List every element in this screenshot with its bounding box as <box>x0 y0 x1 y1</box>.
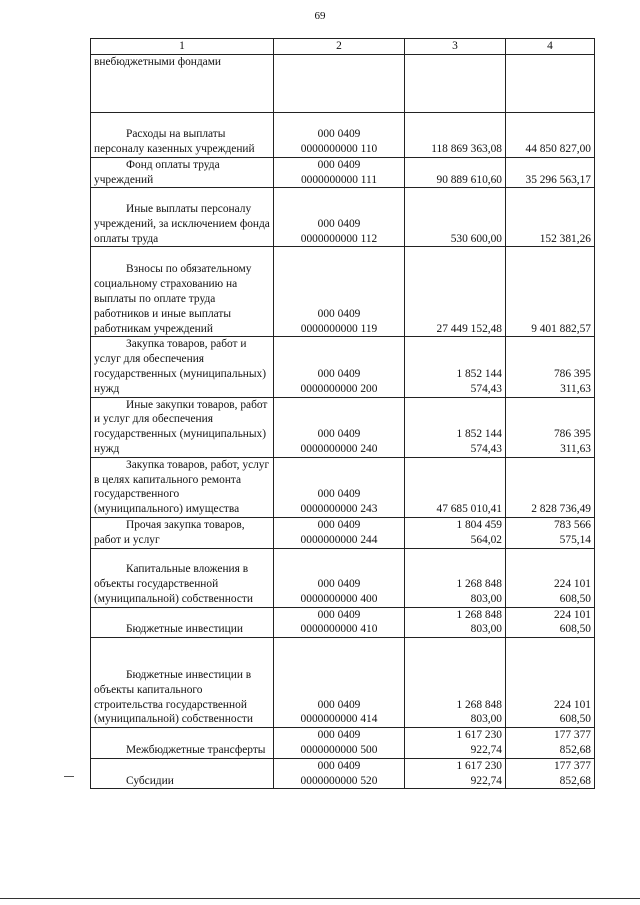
table-row <box>91 337 595 397</box>
code-line: 0000000000 112 <box>300 232 378 245</box>
value-text: 177 377 <box>553 759 591 772</box>
row-name <box>91 548 274 607</box>
value-text: 922,74 <box>470 743 502 756</box>
value-col-3 <box>405 397 506 457</box>
row-code <box>274 188 405 247</box>
value-text: 803,00 <box>470 592 502 605</box>
code-line: 000 0409 <box>317 158 361 171</box>
row-name-text: Капитальные вложения в объекты государственной (муниципальной) собственности <box>94 563 253 605</box>
row-code <box>274 607 405 638</box>
table-row <box>91 517 595 548</box>
header-col-4: 4 <box>506 39 595 55</box>
code-line: 0000000000 520 <box>300 774 378 787</box>
row-name <box>91 112 274 157</box>
code-line: 0000000000 200 <box>300 382 378 395</box>
value-col-4 <box>506 548 595 607</box>
value-text: 90 889 610,60 <box>436 173 502 186</box>
value-text: 1 617 230 <box>456 759 502 772</box>
value-col-4 <box>506 157 595 188</box>
code-line: 000 0409 <box>317 759 361 772</box>
table-row <box>91 157 595 188</box>
code-line: 000 0409 <box>317 518 361 531</box>
value-text: 564,02 <box>470 533 502 546</box>
value-col-4 <box>506 247 595 337</box>
value-col-3 <box>405 758 506 789</box>
value-text: 852,68 <box>559 774 591 787</box>
value-text: 922,74 <box>470 774 502 787</box>
row-name <box>91 188 274 247</box>
row-name <box>91 638 274 728</box>
row-name-text: внебюджетными фондами <box>94 55 222 68</box>
table-row <box>91 247 595 337</box>
row-code <box>274 112 405 157</box>
row-name-text: Бюджетные инвестиции <box>126 623 243 636</box>
value-col-3 <box>405 517 506 548</box>
table-row <box>91 112 595 157</box>
value-col-3 <box>405 337 506 397</box>
value-col-3 <box>405 247 506 337</box>
value-col-4 <box>506 397 595 457</box>
row-name-text: Расходы на выплаты персоналу казенных учреждений <box>94 128 255 155</box>
value-col-4 <box>506 607 595 638</box>
code-line: 0000000000 240 <box>300 442 378 455</box>
value-text: 1 852 144 <box>456 428 502 441</box>
value-text: 803,00 <box>470 713 502 726</box>
row-name <box>91 157 274 188</box>
value-col-4 <box>506 457 595 517</box>
table-row <box>91 638 595 728</box>
table-row <box>91 188 595 247</box>
row-name-text: Иные закупки товаров, работ и услуг для обеспечения государственных (муниципальных) нужд <box>94 398 268 455</box>
value-col-3 <box>405 638 506 728</box>
row-name <box>91 607 274 638</box>
value-text: 574,43 <box>470 442 502 455</box>
row-code <box>274 157 405 188</box>
value-text: 1 268 848 <box>456 577 502 590</box>
row-code <box>274 728 405 759</box>
row-name-text: Фонд оплаты труда учреждений <box>94 158 220 186</box>
value-text: 27 449 152,48 <box>436 322 502 335</box>
header-col-2: 2 <box>274 39 405 55</box>
code-line: 000 0409 <box>317 608 361 621</box>
value-col-3 <box>405 157 506 188</box>
code-line: 0000000000 414 <box>300 713 378 726</box>
value-text: 530 600,00 <box>450 232 502 245</box>
value-col-4 <box>506 728 595 759</box>
value-col-4 <box>506 112 595 157</box>
value-col-4 <box>506 638 595 728</box>
row-name <box>91 758 274 789</box>
row-name <box>91 728 274 759</box>
code-line: 000 0409 <box>317 488 361 501</box>
value-text: 1 268 848 <box>456 608 502 621</box>
value-text: 574,43 <box>470 382 502 395</box>
page-bottom-edge <box>0 898 640 899</box>
value-text: 608,50 <box>559 592 591 605</box>
row-name <box>91 247 274 337</box>
scan-mark <box>64 776 74 777</box>
value-text: 1 617 230 <box>456 729 502 742</box>
row-code <box>274 54 405 112</box>
code-line: 000 0409 <box>317 729 361 742</box>
code-line: 0000000000 500 <box>300 743 378 756</box>
value-text: 311,63 <box>560 442 591 455</box>
value-col-4 <box>506 758 595 789</box>
row-name <box>91 337 274 397</box>
code-line: 0000000000 243 <box>300 503 378 516</box>
code-line: 000 0409 <box>317 577 361 590</box>
header-col-3: 3 <box>405 39 506 55</box>
value-col-3 <box>405 607 506 638</box>
code-line: 000 0409 <box>317 428 361 441</box>
value-text: 9 401 882,57 <box>531 322 591 335</box>
code-line: 000 0409 <box>317 367 361 380</box>
value-col-3 <box>405 457 506 517</box>
table-row <box>91 758 595 789</box>
row-code <box>274 337 405 397</box>
code-line: 0000000000 400 <box>300 592 378 605</box>
value-text: 786 395 <box>553 428 591 441</box>
table-row <box>91 397 595 457</box>
value-text: 311,63 <box>560 382 591 395</box>
value-text: 118 869 363,08 <box>431 143 502 155</box>
value-text: 2 828 736,49 <box>531 503 591 516</box>
table-row <box>91 54 595 112</box>
value-text: 783 566 <box>553 518 591 531</box>
row-code <box>274 758 405 789</box>
value-text: 608,50 <box>559 623 591 636</box>
value-text: 1 804 459 <box>456 518 502 531</box>
value-col-4 <box>506 188 595 247</box>
value-text: 575,14 <box>559 533 591 546</box>
row-name-text: Закупка товаров, работ и услуг для обеспечения государственных (муниципальных) нужд <box>94 338 267 395</box>
row-code <box>274 247 405 337</box>
page-number: 69 <box>314 10 326 22</box>
code-line: 0000000000 244 <box>300 533 378 546</box>
code-line: 000 0409 <box>317 307 361 320</box>
value-col-3 <box>405 188 506 247</box>
header-col-1: 1 <box>91 39 274 55</box>
budget-table <box>90 38 595 789</box>
value-text: 224 101 <box>553 608 591 621</box>
value-col-3 <box>405 548 506 607</box>
value-col-4 <box>506 517 595 548</box>
row-name <box>91 517 274 548</box>
table-row <box>91 607 595 638</box>
value-text: 1 852 144 <box>456 367 502 380</box>
row-code <box>274 517 405 548</box>
row-code <box>274 548 405 607</box>
row-name <box>91 397 274 457</box>
value-col-3 <box>405 112 506 157</box>
table-row <box>91 548 595 607</box>
row-name-text: Закупка товаров, работ, услуг в целях капитального ремонта государственного (муниципального) имущества <box>94 458 270 516</box>
value-col-3 <box>405 728 506 759</box>
value-text: 152 381,26 <box>539 232 591 245</box>
value-text: 786 395 <box>553 367 591 380</box>
row-code <box>274 397 405 457</box>
code-line: 0000000000 110 <box>300 143 378 155</box>
code-line: 0000000000 119 <box>300 322 378 335</box>
row-code <box>274 638 405 728</box>
value-col-4 <box>506 54 595 112</box>
value-text: 608,50 <box>559 713 591 726</box>
value-text: 35 296 563,17 <box>525 173 591 186</box>
row-name-text: Бюджетные инвестиции в объекты капитального строительства государственной (муниципальной) собственности <box>94 668 253 726</box>
table-row <box>91 457 595 517</box>
code-line: 0000000000 111 <box>300 173 378 186</box>
row-name <box>91 457 274 517</box>
value-text: 224 101 <box>553 577 591 590</box>
row-name <box>91 54 274 112</box>
value-col-4 <box>506 337 595 397</box>
value-text: 177 377 <box>553 729 591 742</box>
row-name-text: Взносы по обязательному социальному страхованию на выплаты по оплате труда работников и иные выплаты работникам учреждений <box>94 263 252 335</box>
value-text: 852,68 <box>559 743 591 756</box>
code-line: 000 0409 <box>317 698 361 711</box>
value-text: 224 101 <box>553 698 591 711</box>
row-name-text: Иные выплаты персоналу учреждений, за исключением фонда оплаты труда <box>94 203 270 245</box>
code-line: 000 0409 <box>317 128 361 141</box>
code-line: 000 0409 <box>317 217 361 230</box>
table-header-row <box>91 39 595 55</box>
value-text: 1 268 848 <box>456 698 502 711</box>
row-code <box>274 457 405 517</box>
row-name-text: Прочая закупка товаров, работ и услуг <box>94 518 245 546</box>
value-text: 47 685 010,41 <box>436 503 502 516</box>
table-row <box>91 728 595 759</box>
row-name-text: Субсидии <box>126 774 174 787</box>
value-col-3 <box>405 54 506 112</box>
code-line: 0000000000 410 <box>300 623 378 636</box>
row-name-text: Межбюджетные трансферты <box>126 743 266 756</box>
value-text: 803,00 <box>470 623 502 636</box>
value-text: 44 850 827,00 <box>525 143 591 155</box>
